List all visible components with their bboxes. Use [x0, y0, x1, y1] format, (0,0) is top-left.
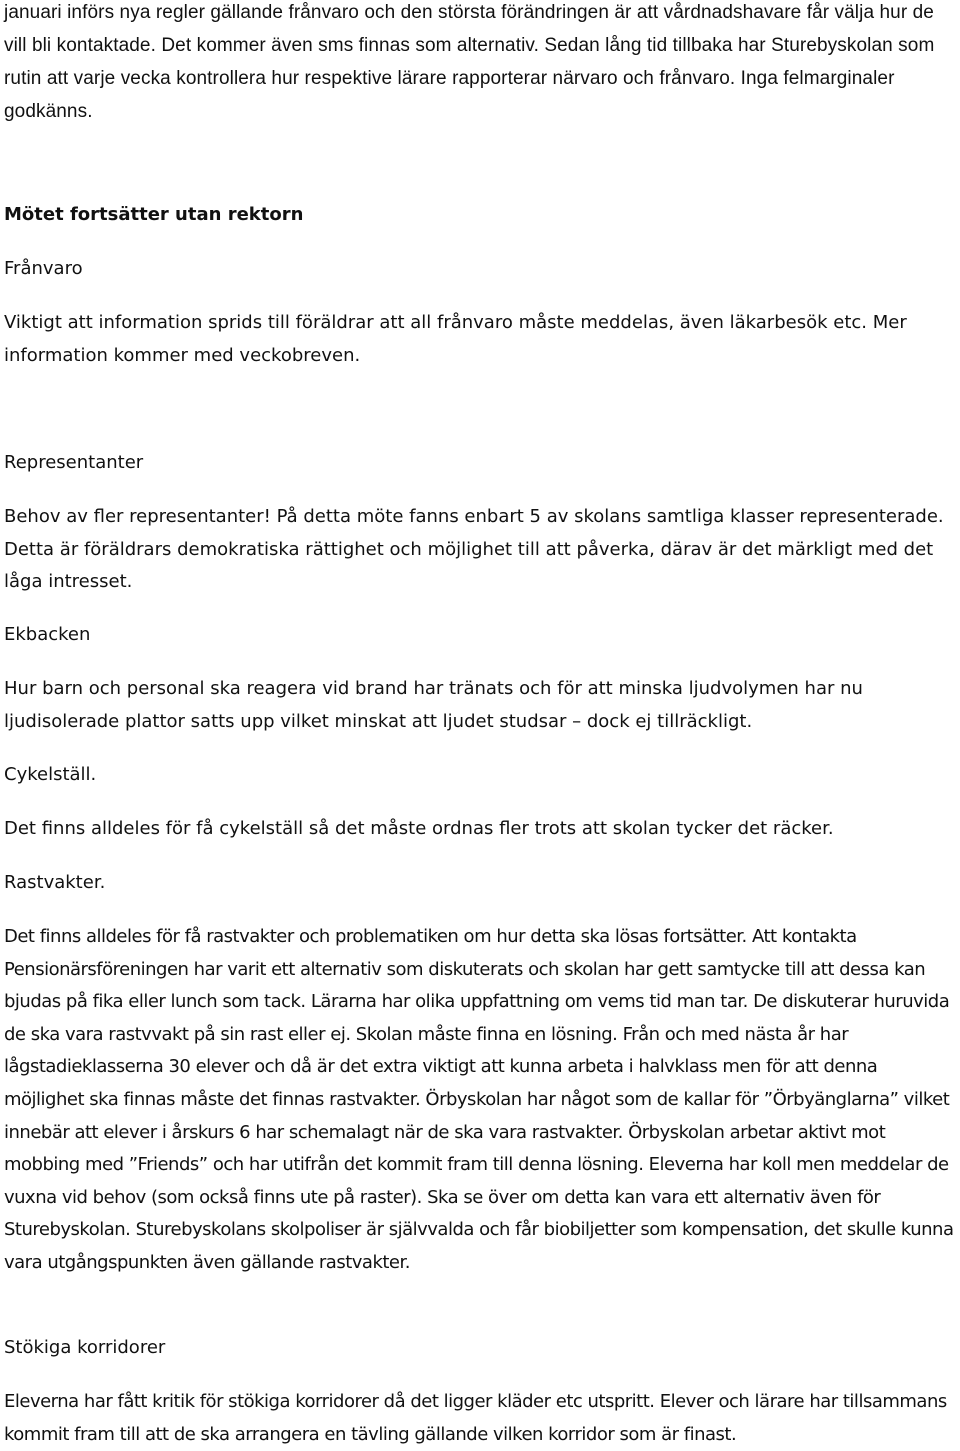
section-text-rastvakter: Det finns alldeles för få rastvakter och problematiken om hur detta ska lösas fortsätter. Att kontakta Pensionärsföreningen har varit ett alternativ som diskuterats och skolan har gett samtycke till att dessa kan bjudas på fika eller lunch som tack. Lärarna har olika uppfattning om vems tid man tar. De diskuterar huruvida de ska vara rastvvakt på sin rast eller ej. Skolan måste finna en lösning. Från och med nästa år har lågstadieklasserna 30 elever och då är det extra viktigt att kunna arbeta i halvklass men för att denna möjlighet ska finnas måste det finnas rastvakter. Örbyskolan har något som de kallar för ”Örbyänglarna” vilket innebär att elever i årskurs 6 har schemalagt när de ska vara rastvakter. Örbyskolan arbetar aktivt mot mobbing med ”Friends” och har utifrån det kommit fram till denna lösning. Eleverna har koll men meddelar de vuxna vid behov (som också finns ute på raster). Ska se över om detta kan vara ett alternativ även för Sturebyskolan. Sturebyskolans skolpoliser är självvalda och får biobiljetter som kompensation, det skulle kunna vara utgångspunkten även gällande rastvakter. [4, 926, 954, 1273]
section-text-franvaro: Viktigt att information sprids till föräldrar att all frånvaro måste meddelas, även läkarbesök etc. Mer information kommer med veckobreven. [4, 312, 907, 366]
section-text-cykelstall: Det finns alldeles för få cykelställ så det måste ordnas fler trots att skolan tycker det räcker. [4, 818, 834, 839]
section-heading-cykelstall: Cykelställ. [4, 764, 97, 785]
intro-paragraph: januari införs nya regler gällande frånvaro och den största förändringen är att vårdnadshavare får välja hur de vill bli kontaktade. Det kommer även sms finnas som alternativ. Sedan lång tid tillbaka har Sturebyskolan som rutin att varje vecka kontrollera hur respektive lärare rapporterar närvaro och frånvaro. Inga felmarginaler godkänns. [4, 2, 935, 122]
section-text-ekbacken: Hur barn och personal ska reagera vid brand har tränats och för att minska ljudvolymen har nu ljudisolerade plattor satts upp vilket minskat att ljudet studsar – dock ej tillräckligt. [4, 678, 863, 732]
section-heading-representanter: Representanter [4, 452, 144, 473]
meeting-note-heading: Mötet fortsätter utan rektorn [4, 204, 304, 225]
section-heading-franvaro: Frånvaro [4, 258, 83, 279]
section-text-stokiga-korridorer: Eleverna har fått kritik för stökiga korridorer då det ligger kläder etc utspritt. Elever och lärare har tillsammans kommit fram till att de ska arrangera en tävling gällande vilken korridor som är finast. [4, 1391, 947, 1445]
section-text-representanter: Behov av fler representanter! På detta möte fanns enbart 5 av skolans samtliga klasser representerade. Detta är föräldrars demokratiska rättighet och möjlighet till att påverka, därav är det märkligt med det låga intresset. [4, 506, 944, 593]
section-heading-stokiga-korridorer: Stökiga korridorer [4, 1337, 166, 1358]
section-heading-ekbacken: Ekbacken [4, 624, 91, 645]
section-heading-rastvakter: Rastvakter. [4, 872, 106, 893]
